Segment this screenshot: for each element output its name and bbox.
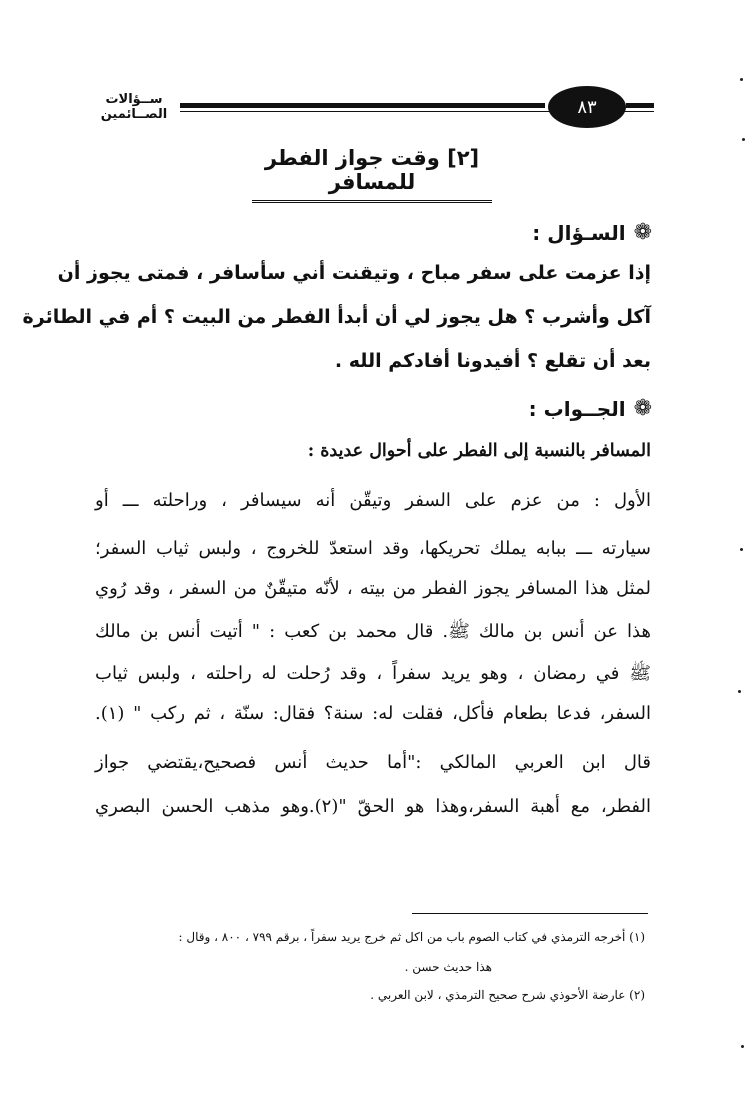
section-title: [٢] وقت جواز الفطر للمسافر (252, 146, 492, 203)
header-rule-left (180, 103, 545, 108)
flower-ornament-icon: ❁ (633, 396, 652, 421)
answer-line: السفر، فدعا بطعام فأكل، فقلت له: سنة؟ فقال: سنّة ، ثم ركب " (١). (95, 703, 651, 724)
answer-line: قال ابن العربي المالكي :"أما حديث أنس فصحيح،يقتضي جواز (95, 752, 651, 773)
running-head: ســؤالات الصــائمين (100, 92, 168, 122)
flower-ornament-icon: ❁ (633, 220, 652, 245)
scan-speck (742, 138, 745, 141)
footnote-1: (١) أخرجه الترمذي في كتاب الصوم باب من اكل ثم خرج يريد سفراً ، برقم ٧٩٩ ، ٨٠٠ ، وقال : (178, 930, 645, 944)
question-label: السـؤال : (532, 221, 626, 245)
scan-speck (741, 1045, 744, 1048)
question-line: آكل وأشرب ؟ هل يجوز لي أن أبدأ الفطر من البيت ؟ أم في الطائرة (22, 306, 651, 328)
question-heading (532, 221, 652, 245)
answer-intro: المسافر بالنسبة إلى الفطر على أحوال عديدة : (307, 441, 651, 461)
header-rule-right (626, 103, 654, 108)
scan-speck (738, 690, 741, 693)
answer-line: ﷺ في رمضان ، وهو يريد سفراً ، وقد رُحلت له راحلته ، ولبس ثياب (95, 663, 651, 684)
answer-line: سيارته ـــ ببابه يملك تحريكها، وقد استعدّ للخروج ، ولبس ثياب السفر؛ (95, 538, 652, 559)
footnote-1-continued: هذا حديث حسن . (404, 960, 492, 974)
scan-speck (740, 548, 743, 551)
question-line: بعد أن تقلع ؟ أفيدونا أفادكم الله . (334, 350, 651, 372)
answer-line: الفطر، مع أهبة السفر،وهذا هو الحقّ "(٢).وهو مذهب الحسن البصري (95, 796, 651, 817)
answer-line: الأول : من عزم على السفر وتيقّن أنه سيسافر ، وراحلته ـــ أو (95, 490, 651, 511)
footnote-rule (412, 913, 648, 914)
question-line: إذا عزمت على سفر مباح ، وتيقنت أني سأسافر ، فمتى يجوز أن (57, 262, 651, 284)
footnote-2: (٢) عارضة الأحوذي شرح صحيح الترمذي ، لابن العربي . (370, 988, 645, 1002)
page-number: ٨٣ (548, 86, 626, 128)
answer-line: هذا عن أنس بن مالك ﷺ. قال محمد بن كعب : " أتيت أنس بن مالك (95, 621, 651, 642)
answer-line: لمثل هذا المسافر يجوز الفطر من بيته ، لأنّه متيقّنٌ من السفر ، وقد رُوي (95, 578, 651, 599)
scan-speck (740, 78, 743, 81)
answer-label: الجــواب : (528, 397, 626, 421)
answer-heading (529, 397, 652, 421)
